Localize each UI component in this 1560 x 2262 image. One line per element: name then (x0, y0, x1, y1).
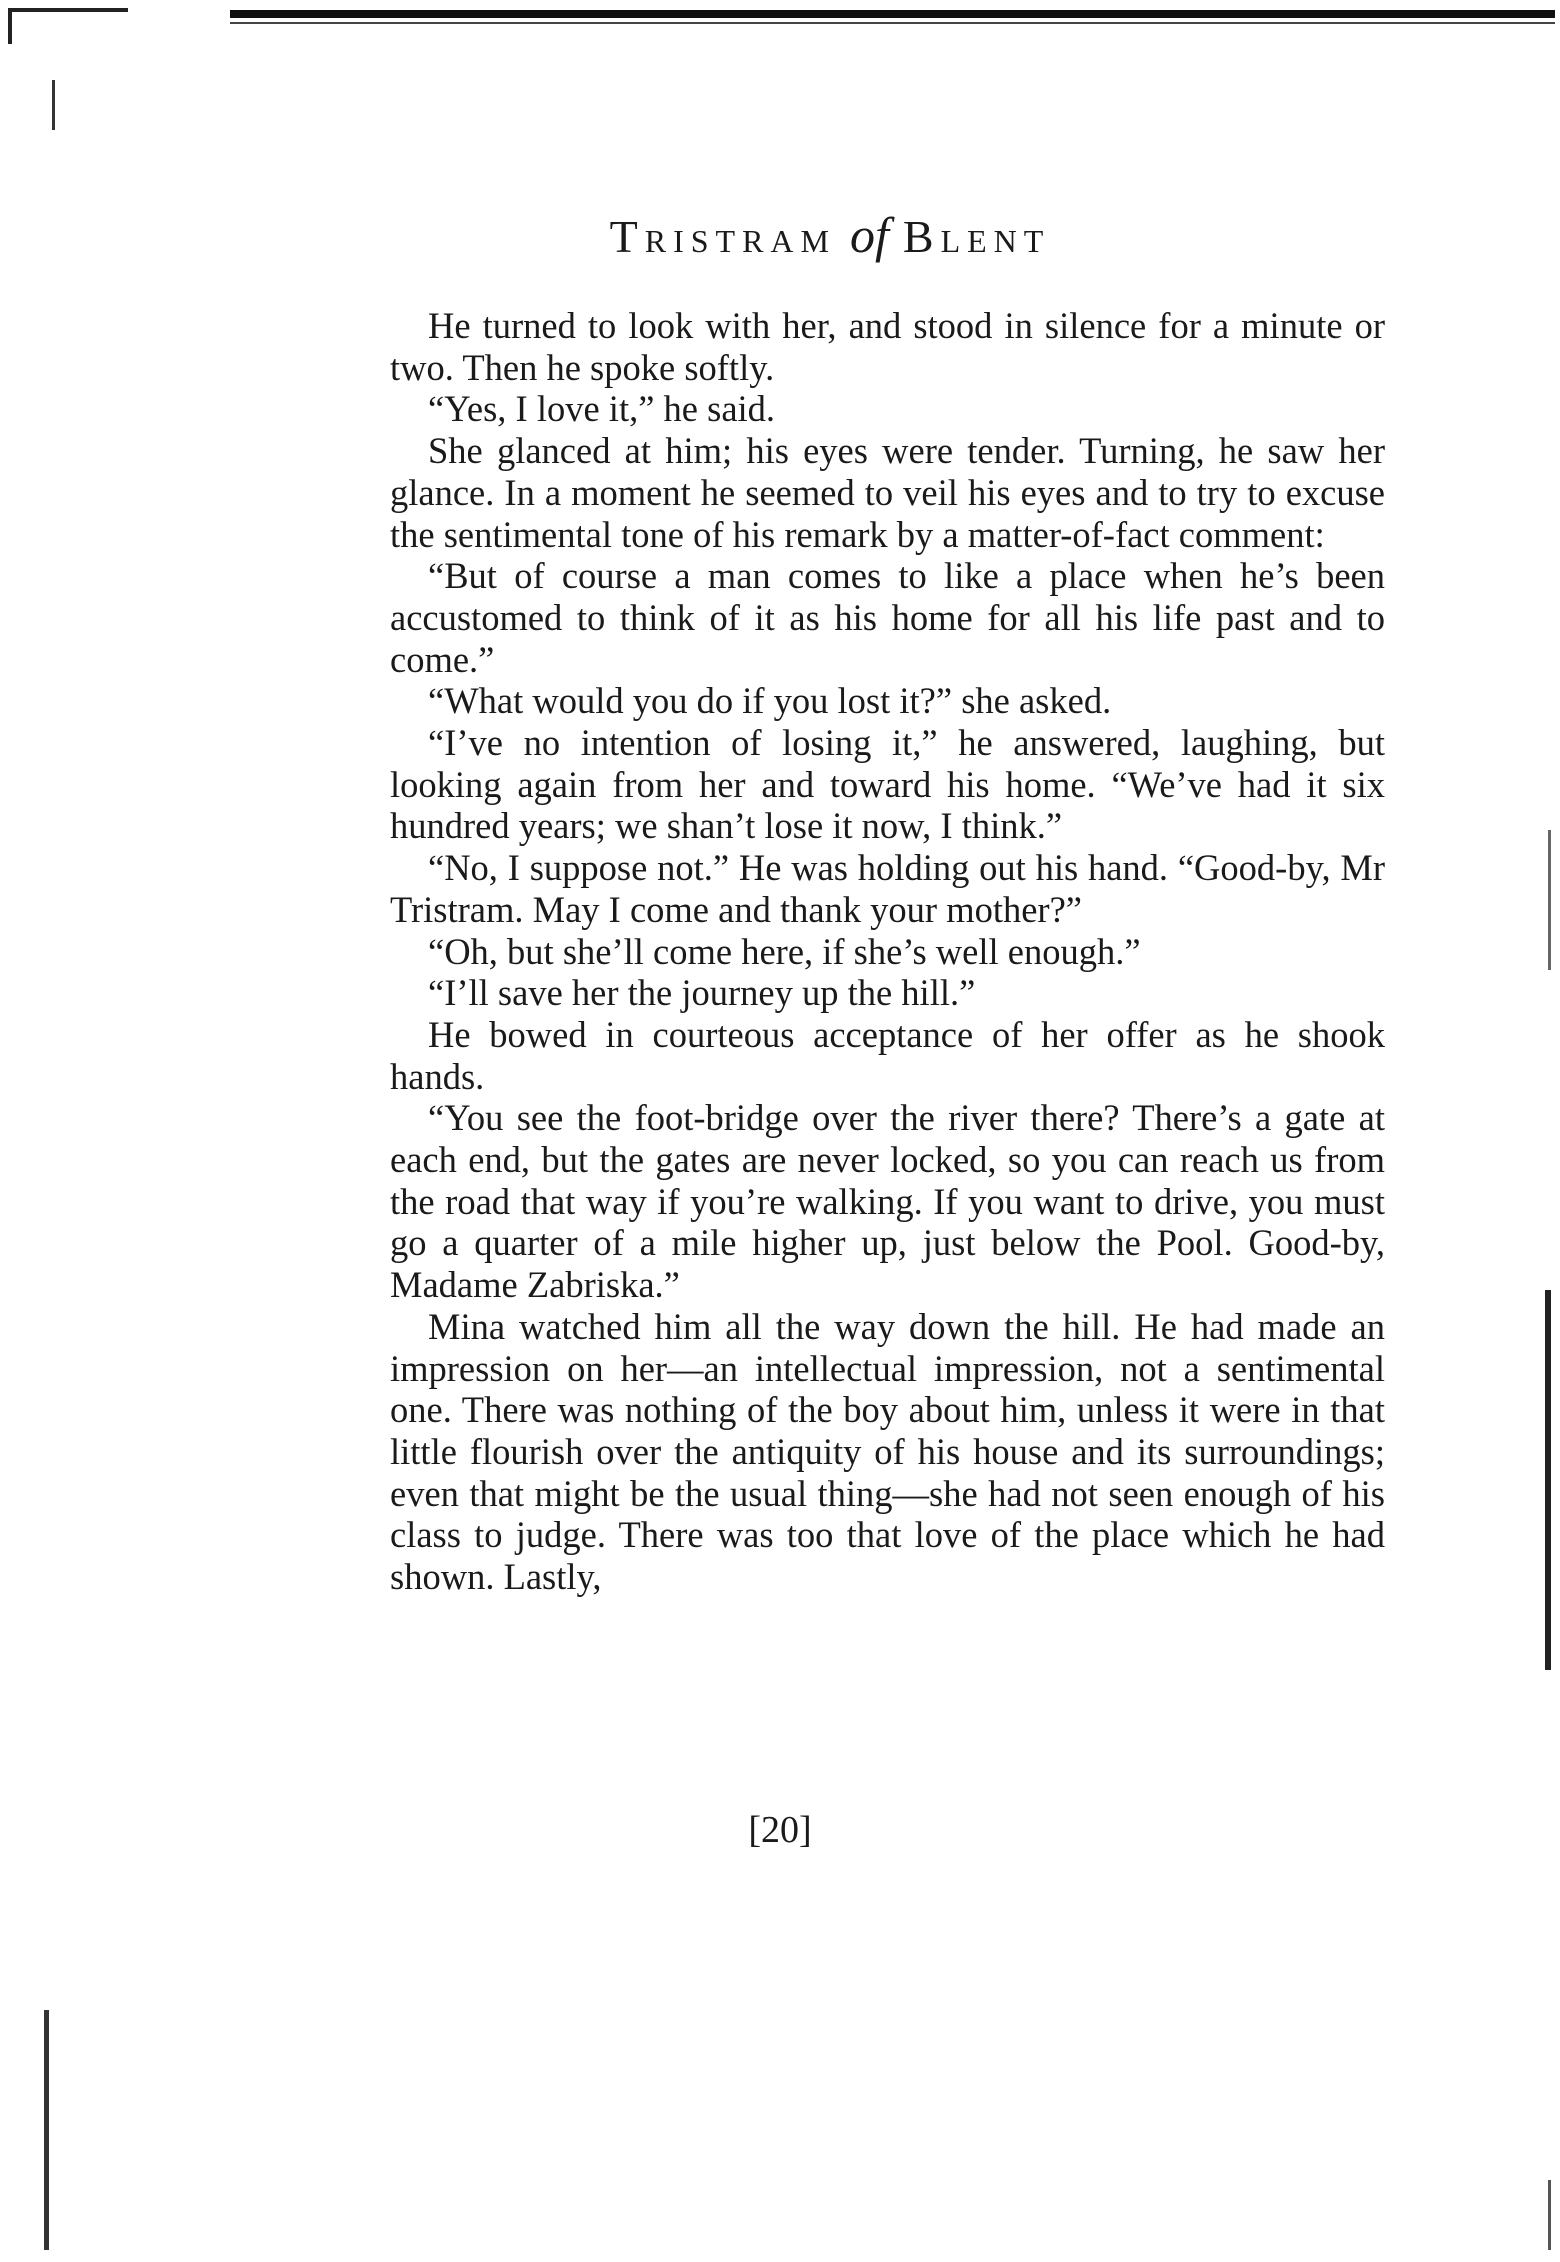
paragraph: He bowed in courteous acceptance of her offer as he shook hands. (390, 1013, 1385, 1097)
paragraph: He turned to look with her, and stood in silence for a minute or two. Then he spoke softly. (390, 305, 1385, 388)
running-head-title-first: Tristram (609, 211, 836, 262)
paragraph: Mina watched him all the way down the hill. He had made an impression on her—an intellectual impression, not a sentimental one. There was nothing of the boy about him, unless it were in that little flourish over the antiquity of his house and its surroundings; even that might be the usual thing—she had not seen enough of his class to judge. There was too that love of the place which he had shown. Lastly, (390, 1305, 1385, 1598)
paragraph: “I’ll save her the journey up the hill.” (428, 972, 976, 1014)
scan-artifact-top-rule-thin (230, 22, 1555, 24)
running-head-title-second: Blent (902, 211, 1051, 262)
running-head-of: of (850, 207, 889, 263)
paragraph: “Yes, I love it,” he said. (428, 388, 776, 430)
running-head (390, 205, 1270, 267)
paragraph: “Oh, but she’ll come here, if she’s well enough.” (428, 930, 1141, 972)
scan-artifact-top-rule (230, 10, 1555, 18)
paragraph: “I’ve no intention of losing it,” he answered, laughing, but looking again from her and toward his home. “We’ve had it six hundred years; we shan’t lose it now, I think.” (390, 722, 1385, 847)
scan-artifact-corner-vertical (8, 8, 12, 44)
scan-artifact-right-bottom-mark (1548, 2180, 1551, 2250)
paragraph: She glanced at him; his eyes were tender. Turning, he saw her glance. In a moment he seemed to veil his eyes and to try to excuse the sentimental tone of his remark by a matter-of-fact comment: (390, 430, 1385, 555)
paragraph: “What would you do if you lost it?” she asked. (428, 680, 1112, 722)
paragraph: “No, I suppose not.” He was holding out his hand. “Good-by, Mr Tristram. May I come and thank your mother?” (390, 847, 1385, 930)
paragraph: “But of course a man comes to like a place when he’s been accustomed to think of it as his home for all his life past and to come.” (390, 555, 1385, 680)
scan-artifact-corner (8, 8, 128, 12)
scan-artifact-right-mark (1548, 830, 1551, 970)
page-number: [20] (748, 1809, 812, 1851)
scan-artifact-right-mark-2 (1545, 1290, 1551, 1670)
scan-artifact-left-bottom-mark (44, 2010, 49, 2250)
scan-artifact-left-mark (52, 80, 55, 130)
paragraph: “You see the foot-bridge over the river there? There’s a gate at each end, but the gates are never locked, so you can reach us from the road that way if you’re walking. If you want to drive, you must go a quarter of a mile higher up, just below the Pool. Good-by, Madame Zabriska.” (390, 1097, 1385, 1306)
body-text (390, 305, 1385, 1598)
